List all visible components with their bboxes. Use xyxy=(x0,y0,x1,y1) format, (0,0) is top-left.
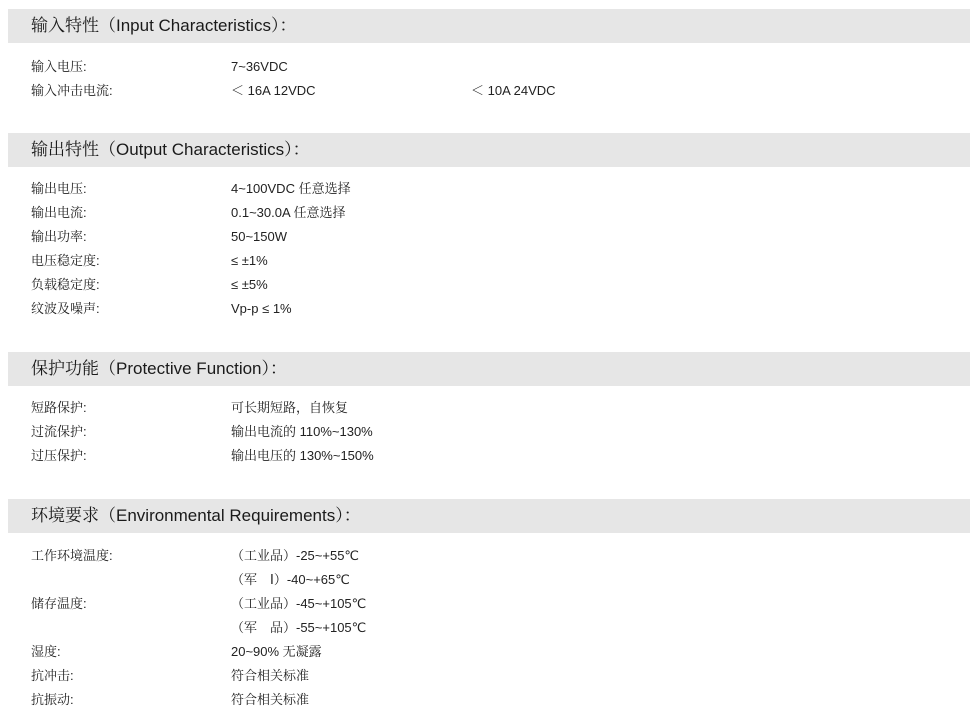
spec-value: （军 Ⅰ）-40~+65℃ xyxy=(231,572,350,587)
spec-value: ≤ ±5% xyxy=(231,277,268,292)
spec-label: 输入电压: xyxy=(31,59,87,74)
spec-value: Vp-p ≤ 1% xyxy=(231,301,292,316)
spec-label: 输出电压: xyxy=(31,181,87,196)
spec-label: 电压稳定度: xyxy=(31,253,100,268)
section-protective-title: 保护功能（Protective Function）： xyxy=(31,359,288,378)
spec-label: 抗冲击: xyxy=(31,668,74,683)
spec-label: 抗振动: xyxy=(31,692,74,707)
spec-label: 负载稳定度: xyxy=(31,277,100,292)
spec-value: （工业品）-25~+55℃ xyxy=(231,548,360,563)
spec-value: 可长期短路，自恢复 xyxy=(231,400,349,415)
spec-value: 输出电压的 130%~150% xyxy=(231,448,374,463)
spec-label: 输出电流: xyxy=(31,205,87,220)
spec-value: 20~90% 无凝露 xyxy=(231,644,322,659)
spec-value: （工业品）-45~+105℃ xyxy=(231,596,367,611)
spec-value: ＜ 16A 12VDC xyxy=(231,83,316,98)
spec-label: 纹波及噪声: xyxy=(31,301,100,316)
spec-label: 湿度: xyxy=(31,644,61,659)
spec-value-secondary: ＜ 10A 24VDC xyxy=(471,83,556,98)
spec-label: 储存温度: xyxy=(31,596,87,611)
spec-value: 7~36VDC xyxy=(231,59,288,74)
spec-label: 工作环境温度: xyxy=(31,548,113,563)
spec-value: 符合相关标准 xyxy=(231,692,310,707)
spec-value: （军 品）-55~+105℃ xyxy=(231,620,367,635)
spec-label: 过压保护: xyxy=(31,448,87,463)
spec-label: 短路保护: xyxy=(31,400,87,415)
spec-label: 过流保护: xyxy=(31,424,87,439)
spec-value: 0.1~30.0A 任意选择 xyxy=(231,205,346,220)
spec-label: 输出功率: xyxy=(31,229,87,244)
spec-value: 4~100VDC 任意选择 xyxy=(231,181,351,196)
spec-value: 50~150W xyxy=(231,229,288,244)
section-input-title: 输入特性（Input Characteristics）： xyxy=(31,16,297,35)
spec-value: ≤ ±1% xyxy=(231,253,268,268)
spec-value: 符合相关标准 xyxy=(231,668,310,683)
section-output-title: 输出特性（Output Characteristics）： xyxy=(31,140,310,159)
spec-value: 输出电流的 110%~130% xyxy=(231,424,373,439)
spec-label: 输入冲击电流: xyxy=(31,83,113,98)
section-environmental-title: 环境要求（Environmental Requirements）： xyxy=(31,506,361,525)
